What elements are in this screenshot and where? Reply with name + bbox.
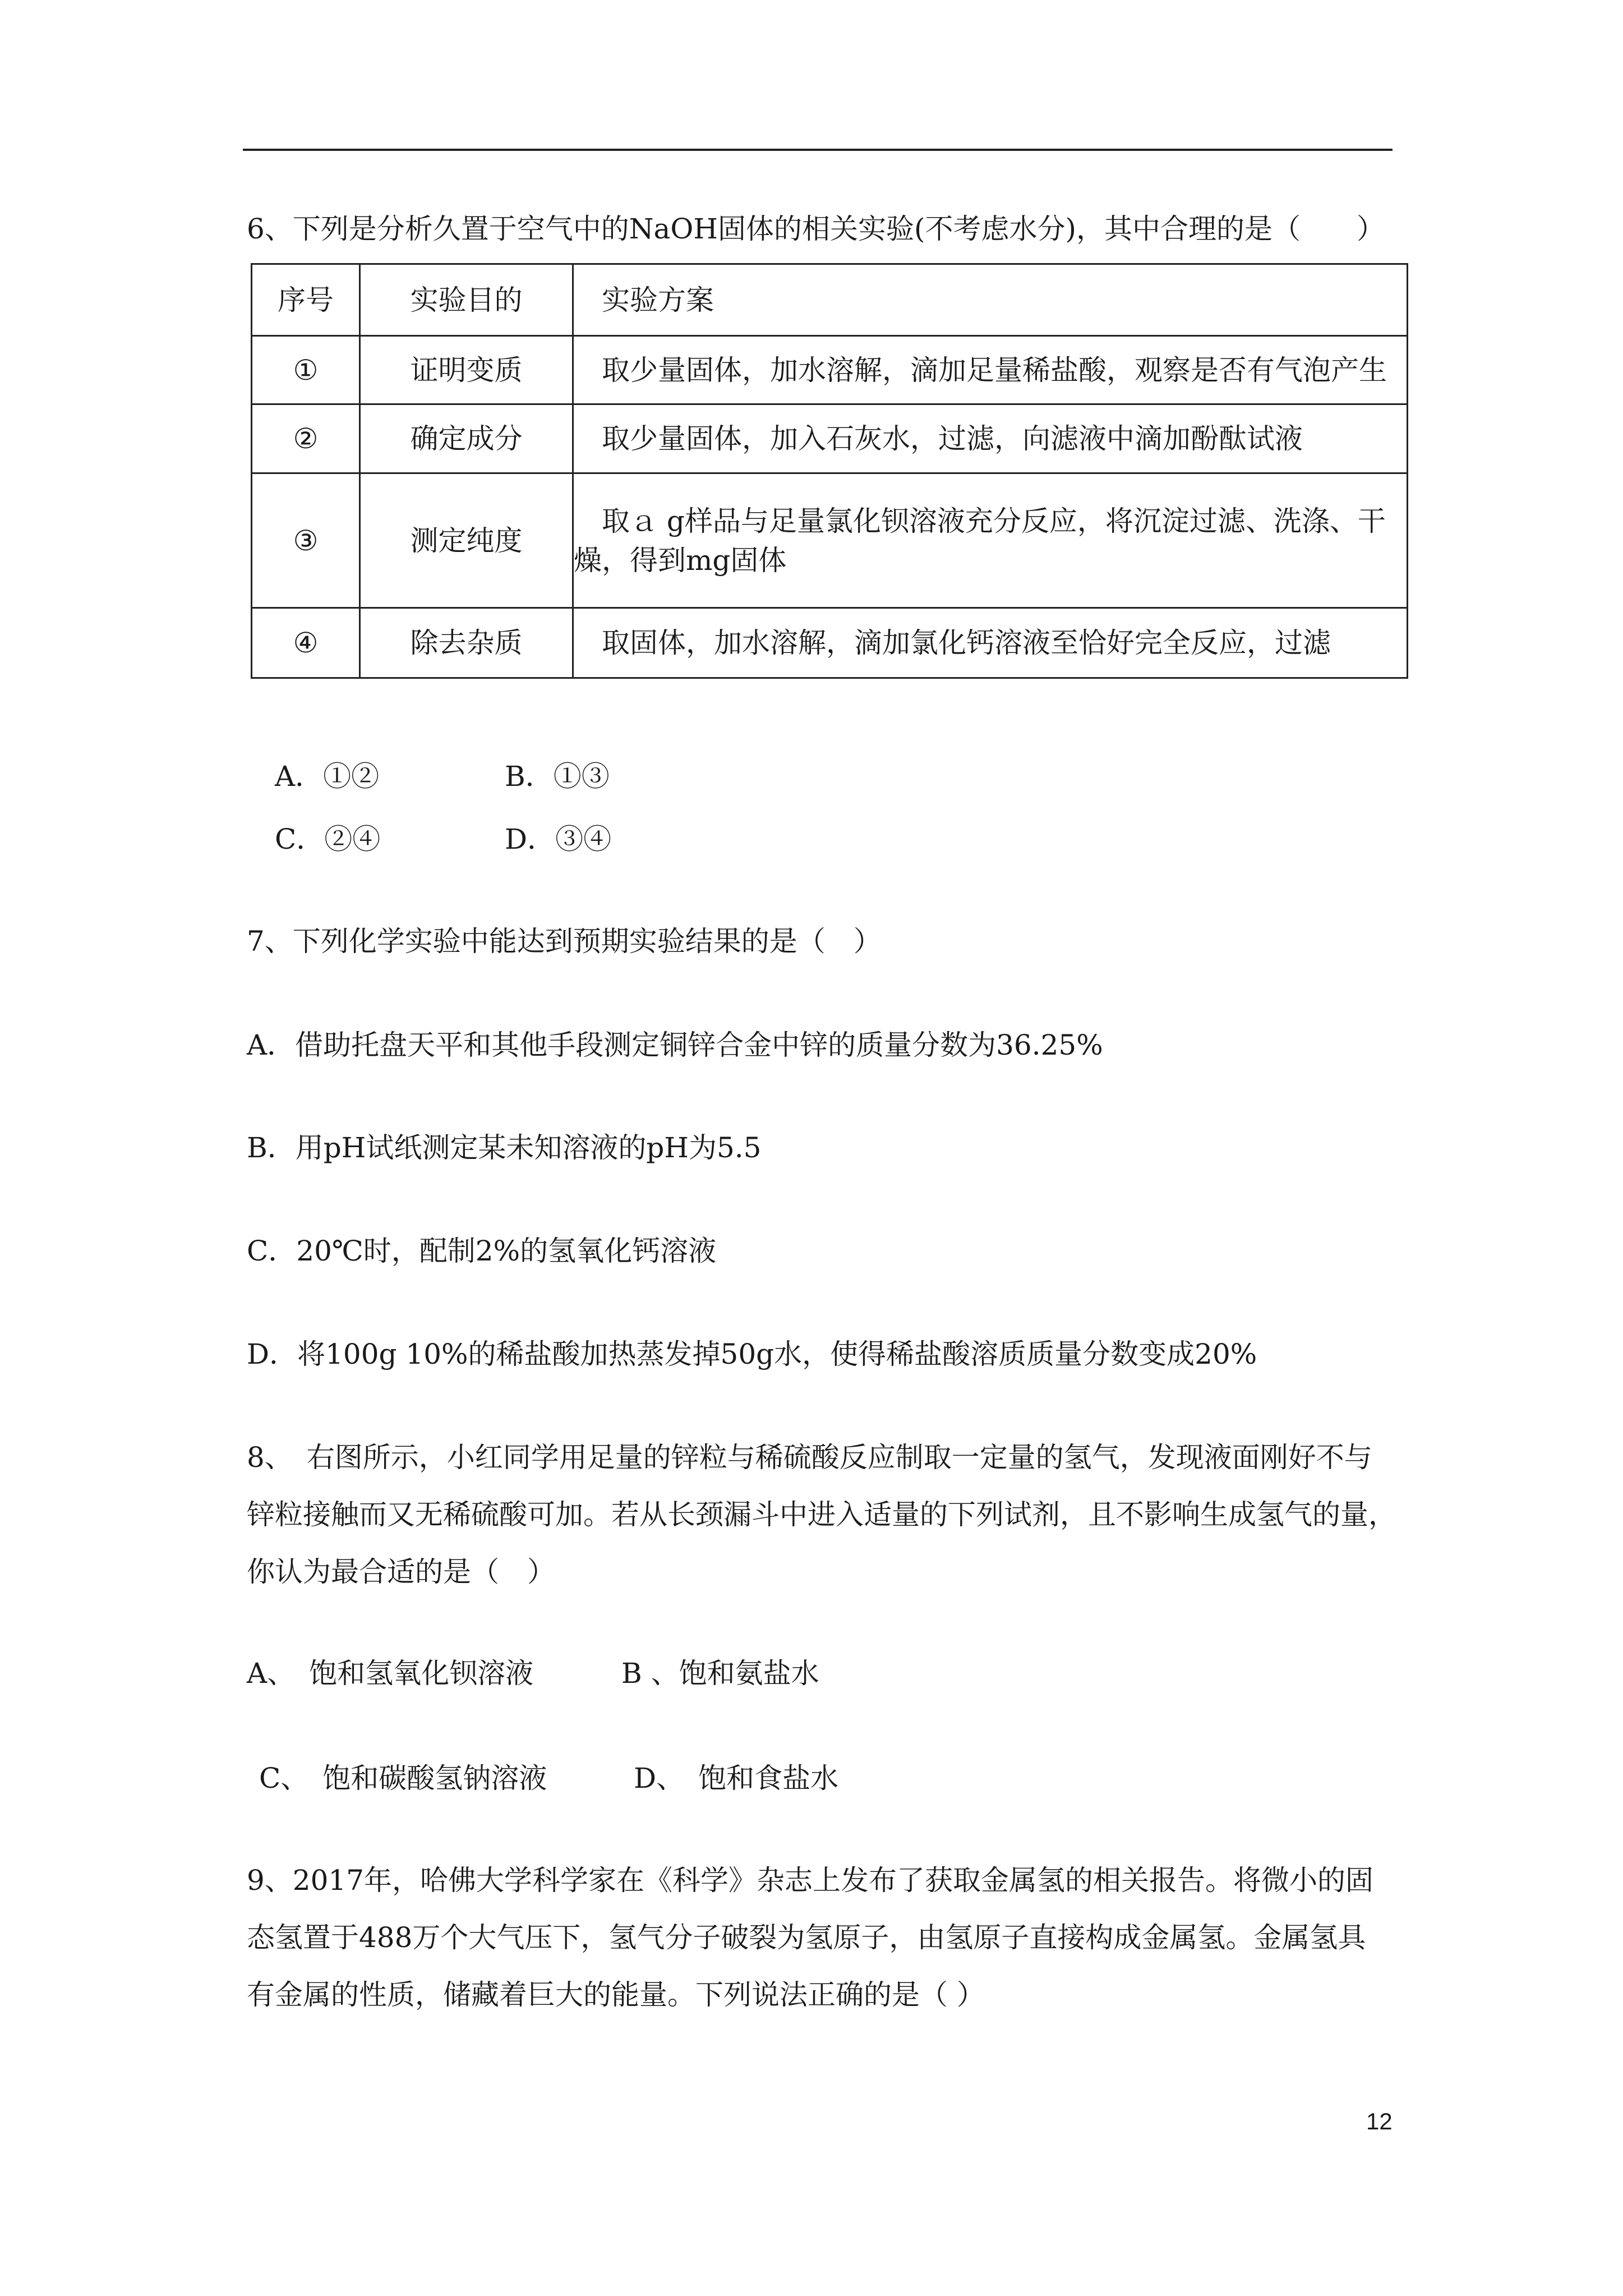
table-row	[252, 473, 1408, 608]
q7-option-c: C．20℃时，配制2%的氢氧化钙溶液	[247, 1235, 717, 1267]
q6-option-c: C．②④	[275, 823, 381, 855]
header-goal: 实验目的	[360, 264, 573, 336]
q7-option-d: D．将100g 10%的稀盐酸加热蒸发掉50g水，使得稀盐酸溶质质量分数变成20%	[247, 1338, 1257, 1370]
table-row	[252, 336, 1408, 404]
row-plan: 取少量固体，加入石灰水，过滤，向滤液中滴加酚酞试液	[573, 404, 1408, 473]
q8-option-a: A、 饱和氢氧化钡溶液	[247, 1657, 534, 1690]
page-number: 12	[1366, 2108, 1393, 2134]
row-plan: 取ａ g样品与足量氯化钡溶液充分反应，将沉淀过滤、洗涤、干燥，得到mg固体	[573, 473, 1408, 608]
table-row	[252, 608, 1408, 678]
q6-option-d: D．③④	[505, 823, 612, 855]
row-no: ③	[252, 473, 360, 608]
row-plan: 取固体，加水溶解，滴加氯化钙溶液至恰好完全反应，过滤	[573, 608, 1408, 678]
q6-option-a: A．①②	[275, 760, 380, 793]
q7-option-a: A．借助托盘天平和其他手段测定铜锌合金中锌的质量分数为36.25%	[247, 1029, 1103, 1061]
q6-option-b: B．①③	[505, 760, 610, 793]
row-no: ②	[252, 404, 360, 473]
row-no: ①	[252, 336, 360, 404]
q8-option-c: C、 饱和碳酸氢钠溶液	[259, 1762, 547, 1795]
header-rule	[243, 149, 1393, 151]
row-goal: 测定纯度	[360, 473, 573, 608]
q6-stem: 6、下列是分析久置于空气中的NaOH固体的相关实验(不考虑水分)，其中合理的是（ ）	[247, 213, 1385, 245]
q9-stem-line-3: 有金属的性质，储藏着巨大的能量。下列说法正确的是（ ）	[247, 1978, 985, 2011]
header-no: 序号	[252, 264, 360, 336]
q9-stem-line-1: 9、2017年，哈佛大学科学家在《科学》杂志上发布了获取金属氢的相关报告。将微小的固	[247, 1864, 1374, 1897]
header-plan: 实验方案	[573, 264, 1408, 336]
q7-stem: 7、下列化学实验中能达到预期实验结果的是（ ）	[247, 925, 882, 958]
row-plan: 取少量固体，加水溶解，滴加足量稀盐酸，观察是否有气泡产生	[573, 336, 1408, 404]
row-goal: 除去杂质	[360, 608, 573, 678]
q8-stem-line-1: 8、 右图所示，小红同学用足量的锌粒与稀硫酸反应制取一定量的氢气，发现液面刚好不与	[247, 1441, 1372, 1474]
row-goal: 证明变质	[360, 336, 573, 404]
q8-stem-line-3: 你认为最合适的是（ ）	[247, 1556, 555, 1588]
q6-experiment-table	[251, 263, 1408, 679]
table-row	[252, 404, 1408, 473]
q8-stem-line-2: 锌粒接触而又无稀硫酸可加。若从长颈漏斗中进入适量的下列试剂，且不影响生成氢气的量，	[247, 1498, 1396, 1531]
q7-option-b: B．用pH试纸测定某未知溶液的pH为5.5	[247, 1131, 762, 1164]
q8-option-b: B 、饱和氨盐水	[621, 1657, 819, 1690]
row-goal: 确定成分	[360, 404, 573, 473]
q9-stem-line-2: 态氢置于488万个大气压下，氢气分子破裂为氢原子，由氢原子直接构成金属氢。金属氢具	[247, 1921, 1366, 1954]
table-header-row	[252, 264, 1408, 336]
q8-option-d: D、 饱和食盐水	[634, 1762, 839, 1795]
row-no: ④	[252, 608, 360, 678]
